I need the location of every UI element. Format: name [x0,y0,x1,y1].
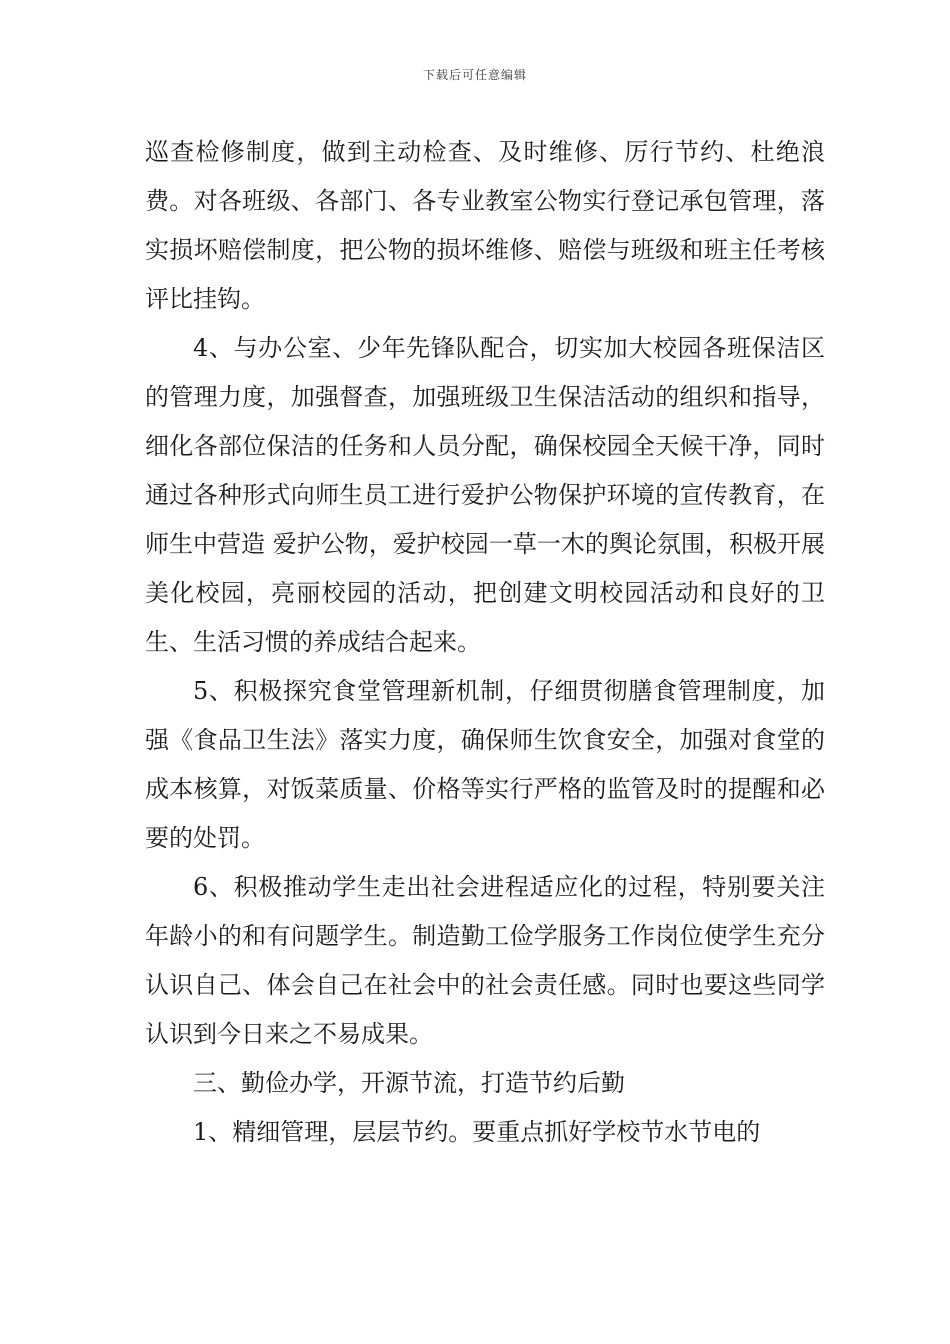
document-body [145,128,825,1157]
header-note: 下载后可任意编辑 [422,68,527,82]
paragraph-item-1-saving: 1、精细管理，层层节约。要重点抓好学校节水节电的 [193,1118,761,1146]
paragraph-item-5-canteen: 5、积极探究食堂管理新机制，仔细贯彻膳食管理制度，加强《食品卫生法》落实力度，确保师生饮食安全，加强对食堂的成本核算，对饭菜质量、价格等实行严格的监管及时的提醒和必要的处罚。 [145,677,825,852]
paragraph-item-4-cleaning: 4、与办公室、少年先锋队配合，切实加大校园各班保洁区的管理力度，加强督查，加强班级卫生保洁活动的组织和指导，细化各部位保洁的任务和人员分配，确保校园全天候干净，同时通过各种形式向师生员工进行爱护公物保护环境的宣传教育，在师生中营造 爱护公物，爱护校园一草一木的舆论氛围，积极开展美化校园，亮丽校园的活动，把创建文明校园活动和良好的卫生、生活习惯的养成结合起来。 [145,334,825,656]
paragraph-repair-system: 巡查检修制度，做到主动检查、及时维修、厉行节约、杜绝浪费。对各班级、各部门、各专业教室公物实行登记承包管理，落实损坏赔偿制度，把公物的损坏维修、赔偿与班级和班主任考核评比挂钩。 [145,138,825,313]
paragraph-item-6-students: 6、积极推动学生走出社会进程适应化的过程，特别要关注年龄小的和有问题学生。制造勤工俭学服务工作岗位使学生充分认识自己、体会自己在社会中的社会责任感。同时也要这些同学认识到今日来之不易成果。 [145,873,825,1048]
section-heading-frugal-logistics: 三、勤俭办学，开源节流，打造节约后勤 [193,1069,625,1097]
